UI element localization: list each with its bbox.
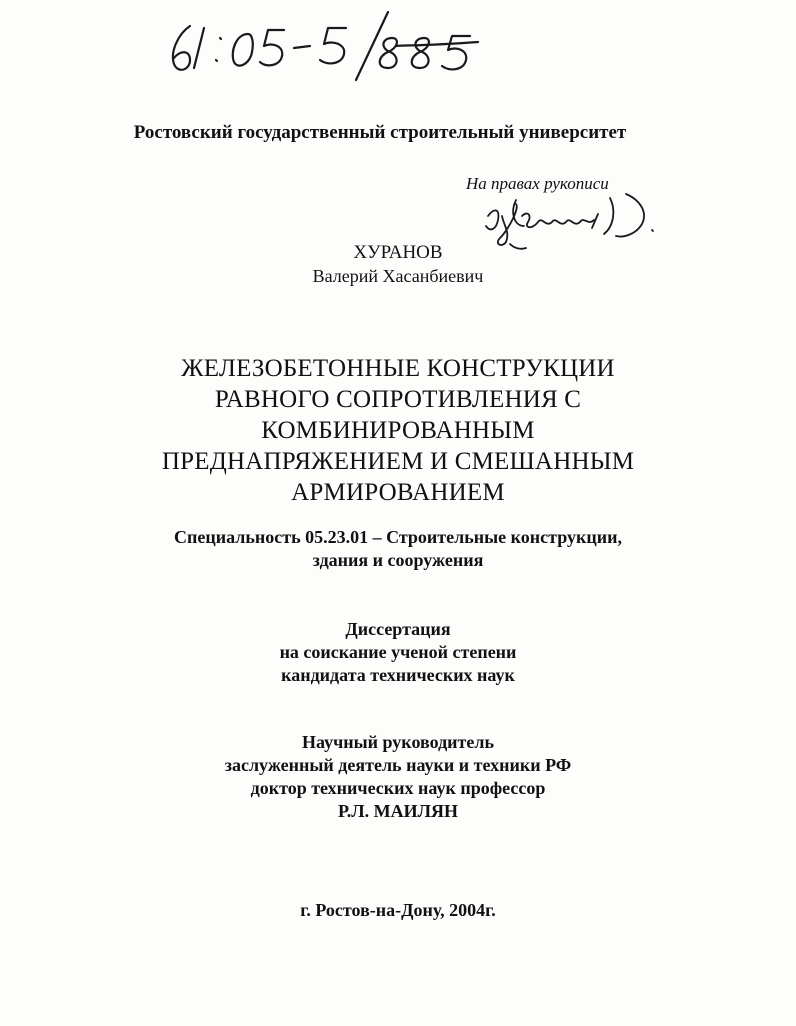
author-full-name: Валерий Хасанбиевич (312, 266, 484, 286)
thesis-title-line: ЖЕЛЕЗОБЕТОННЫЕ КОНСТРУКЦИИ (181, 355, 615, 382)
place-and-year: г. Ростов-на-Дону, 2004г. (300, 900, 496, 920)
specialty-block (0, 526, 796, 572)
specialty-line: Специальность 05.23.01 – Строительные конструкции, (174, 527, 622, 547)
supervisor-block (0, 731, 796, 823)
supervisor-name: Р.Л. МАИЛЯН (337, 801, 459, 821)
archive-code-handwritten (160, 4, 490, 84)
supervisor-line: доктор технических наук профессор (250, 778, 546, 798)
degree-line: на соискание ученой степени (279, 642, 517, 662)
author-surname: ХУРАНОВ (353, 242, 443, 263)
specialty-line: здания и сооружения (312, 550, 484, 570)
thesis-title (0, 353, 796, 508)
thesis-title-line: РАВНОГО СОПРОТИВЛЕНИЯ С (214, 386, 582, 413)
degree-line: кандидата технических наук (281, 665, 515, 685)
manuscript-rights-note: На правах рукописи (466, 174, 609, 193)
thesis-title-line: ПРЕДНАПРЯЖЕНИЕМ И СМЕШАННЫМ (161, 448, 635, 475)
degree-block (0, 618, 796, 687)
degree-line: Диссертация (345, 619, 451, 639)
supervisor-line: Научный руководитель (302, 732, 494, 752)
supervisor-line: заслуженный деятель науки и техники РФ (224, 755, 572, 775)
university-name: Ростовский государственный строительный университет (133, 122, 627, 143)
archive-code-drawing (160, 4, 490, 84)
thesis-title-line: АРМИРОВАНИЕМ (291, 479, 505, 506)
thesis-title-line: КОМБИНИРОВАННЫМ (261, 417, 535, 444)
